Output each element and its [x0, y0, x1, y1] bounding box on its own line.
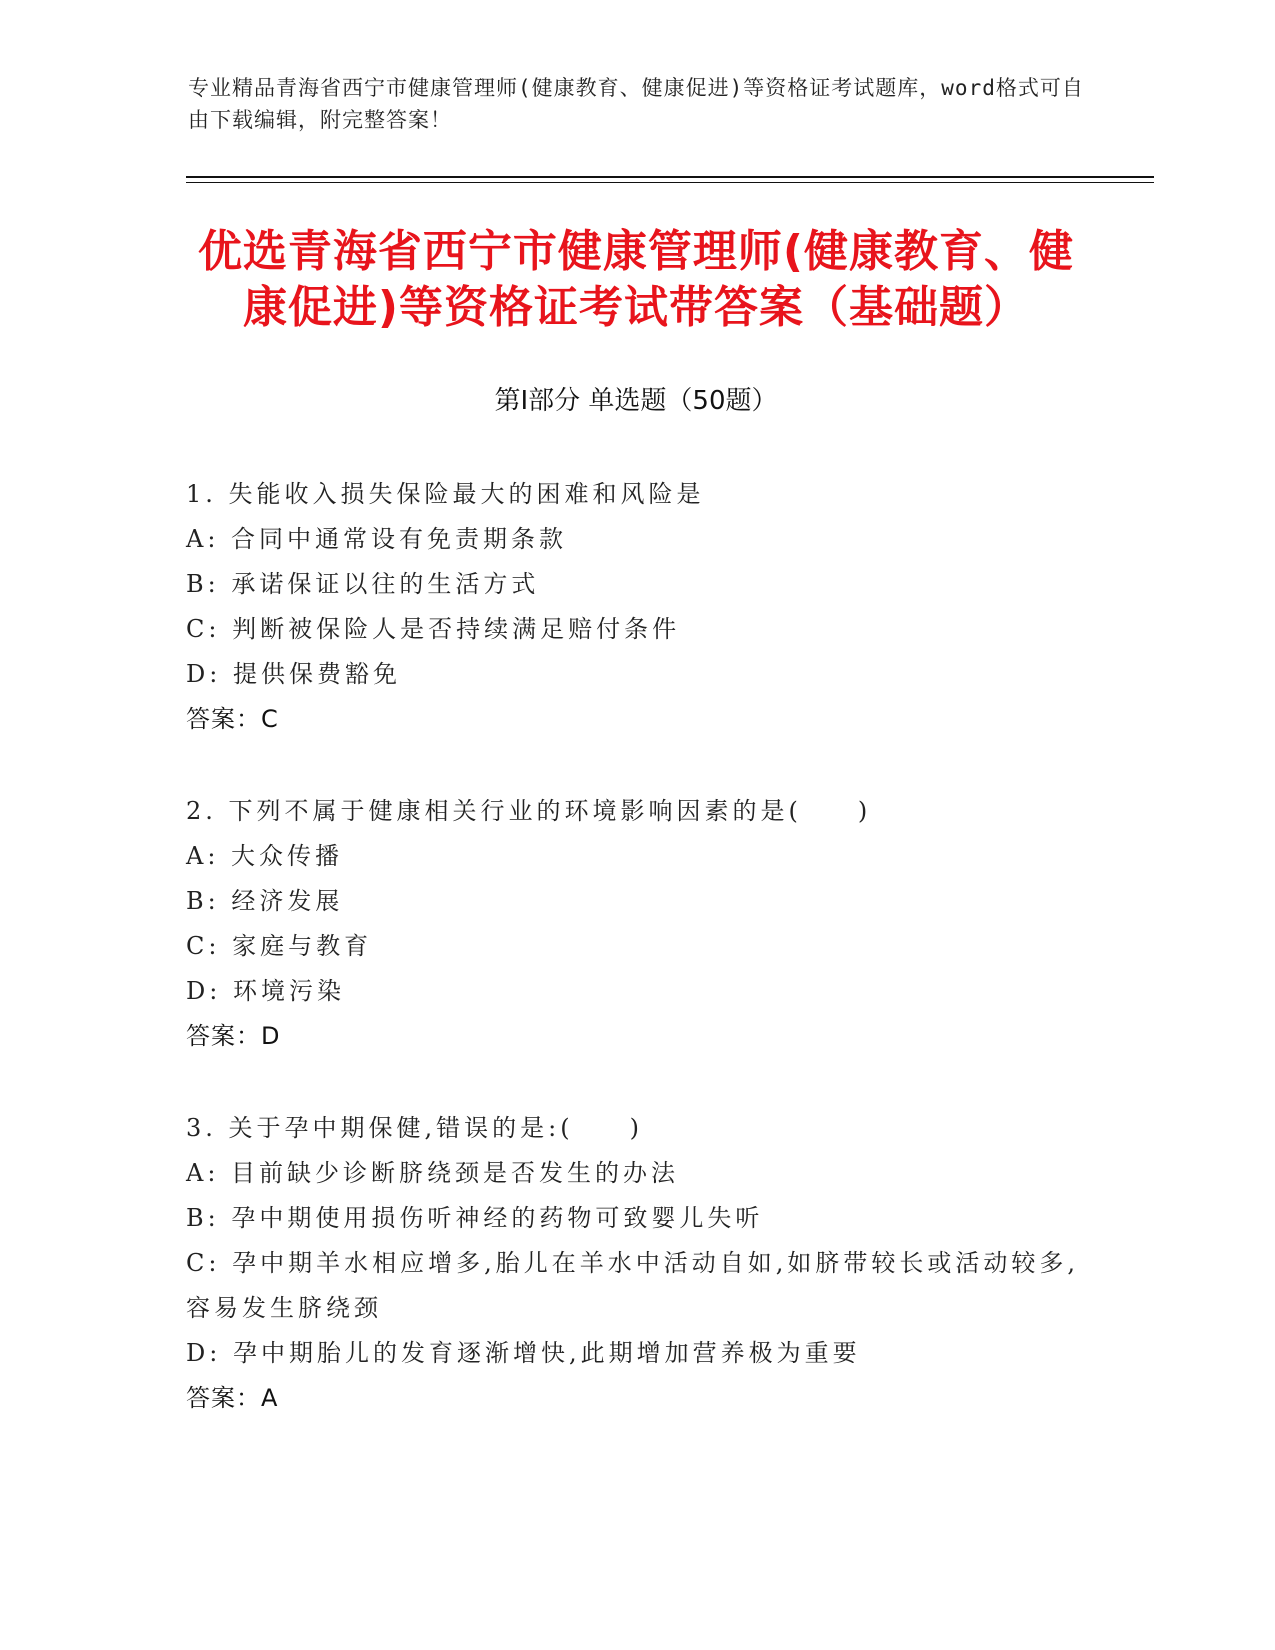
option-d: D: 提供保费豁免: [186, 660, 401, 688]
question-block-1: [186, 472, 1086, 742]
answer-line: 答案：D: [186, 1022, 281, 1050]
document-title: 优选青海省西宁市健康管理师(健康教育、健康促进)等资格证考试带答案（基础题）: [197, 226, 1075, 333]
option-a: A: 目前缺少诊断脐绕颈是否发生的办法: [186, 1159, 680, 1187]
question-stem: 3. 关于孕中期保健,错误的是:( ): [186, 1114, 643, 1142]
header-note: 专业精品青海省西宁市健康管理师(健康教育、健康促进)等资格证考试题库，word格式可自由下载编辑，附完整答案！: [188, 76, 1084, 132]
option-d: D: 环境污染: [186, 977, 345, 1005]
question-block-3: [186, 1106, 1086, 1421]
option-a: A: 合同中通常设有免责期条款: [186, 525, 568, 553]
question-block-2: [186, 789, 1086, 1059]
question-stem: 1. 失能收入损失保险最大的困难和风险是: [186, 480, 705, 508]
option-b: B: 承诺保证以往的生活方式: [186, 570, 540, 598]
option-c: C: 判断被保险人是否持续满足赔付条件: [186, 615, 681, 643]
option-d: D: 孕中期胎儿的发育逐渐增快,此期增加营养极为重要: [186, 1339, 861, 1367]
header-divider-thick: [186, 176, 1154, 178]
option-c: C: 家庭与教育: [186, 932, 373, 960]
option-b: B: 经济发展: [186, 887, 344, 915]
option-a: A: 大众传播: [186, 842, 344, 870]
section-title: 第Ⅰ部分 单选题（50题）: [494, 386, 778, 416]
answer-line: 答案：C: [186, 705, 279, 733]
answer-line: 答案：A: [186, 1384, 279, 1412]
option-b: B: 孕中期使用损伤听神经的药物可致婴儿失听: [186, 1204, 764, 1232]
question-stem: 2. 下列不属于健康相关行业的环境影响因素的是( ): [186, 797, 872, 825]
header-divider-thin: [186, 182, 1154, 183]
option-c: C: 孕中期羊水相应增多,胎儿在羊水中活动自如,如脐带较长或活动较多,容易发生脐绕颈: [186, 1249, 1079, 1322]
